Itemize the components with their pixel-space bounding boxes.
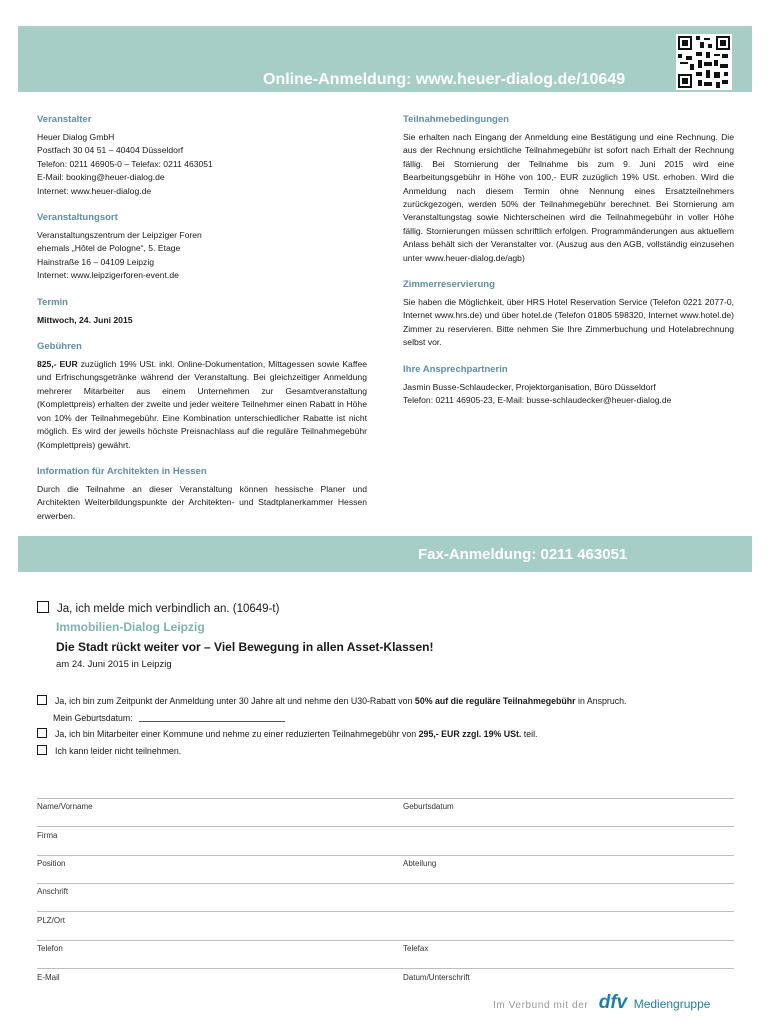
form-divider (37, 911, 734, 912)
fees-heading: Gebühren (37, 341, 82, 353)
confirm-registration-checkbox[interactable] (37, 601, 279, 615)
position-field[interactable]: Position (37, 859, 66, 868)
municipal-label: Ja, ich bin Mitarbeiter einer Kommune und nehme zu einer reduzierten Teilnahmegebühr von (55, 729, 419, 739)
company-field[interactable]: Firma (37, 831, 58, 840)
birthdate-field[interactable]: Geburtsdatum (403, 802, 454, 811)
municipal-label-end: teil. (521, 729, 538, 739)
venue-line: Hainstraße 16 – 04109 Leipzig (37, 256, 155, 267)
left-column (37, 114, 367, 537)
conditions-heading: Teilnahmebedingungen (403, 114, 509, 125)
conditions-text: Sie erhalten nach Eingang der Anmeldung eine Bestätigung und eine Rechnung. Die aus der Rechnung ersichtliche Teilnahmegebühr ist sofort nach Erhalt der Rechnung fällig. Bei Stornierung der Teilnahme bis zum 9. Juni 2015 wird eine Bearbeitungsgebühr in Höhe von 100,- EUR zuzüglich 19% USt. erhoben. Wird die Anmeldung nach diesem Termin ohne Nennung eines Ersatzteilnehmers zurückgezogen, werden 50% der Teilnahmegebühr berechnet. Bei Stornierung am Veranstaltungstag sowie Nichterscheinen wird die Teilnahmegebühr in voller Höhe fällig. Stornierungen müssen schriftlich erfolgen. Programmänderungen aus aktuellem Anlass behält sich der Veranstalter vor. (Auszug aus den AGB, vollständig einzusehen unter www.heuer-dialog.de/agb) (403, 132, 734, 263)
municipal-employee-option[interactable] (37, 728, 537, 739)
form-divider (37, 883, 734, 884)
event-series: Immobilien-Dialog Leipzig (56, 620, 205, 634)
fees-text (37, 358, 367, 452)
organizer-line: Telefon: 0211 46905-0 – Telefax: 0211 463051 (37, 158, 213, 169)
venue-line: ehemals „Hôtel de Pologne“, 5. Etage (37, 243, 181, 254)
mediengruppe-text: Mediengruppe (633, 997, 711, 1011)
contact-details[interactable]: Telefon: 0211 46905-23, E-Mail: busse-schlaudecker@heuer-dialog.de (403, 395, 672, 406)
u30-discount: 50% auf die reguläre Teilnahmegebühr (414, 696, 576, 706)
decline-label: Ich kann leider nicht teilnehmen. (55, 746, 182, 756)
address-field[interactable]: Anschrift (37, 887, 69, 896)
organizer-heading: Veranstalter (37, 114, 92, 125)
form-divider (37, 940, 734, 941)
organizer-line: Heuer Dialog GmbH (37, 132, 115, 142)
dfv-footer (493, 992, 710, 1014)
fax-field[interactable]: Telefax (403, 944, 429, 953)
venue-heading: Veranstaltungsort (37, 212, 118, 224)
organizer-email[interactable]: E-Mail: booking@heuer-dialog.de (37, 172, 165, 183)
zip-city-field[interactable]: PLZ/Ort (37, 916, 66, 925)
organizer-line: Postfach 30 04 51 – 40404 Düsseldorf (37, 145, 184, 156)
form-divider (37, 968, 734, 969)
date-signature-field[interactable]: Datum/Unterschrift (403, 973, 470, 982)
phone-field[interactable]: Telefon (37, 944, 63, 953)
contact-name: Jasmin Busse-Schlaudecker, Projektorganisation, Büro Düsseldorf (403, 381, 656, 392)
event-date: Mittwoch, 24. Juni 2015 (37, 314, 133, 325)
u30-discount-option[interactable] (37, 695, 626, 706)
checkbox-icon[interactable] (37, 745, 47, 755)
birthdate-label: Mein Geburtsdatum: (53, 713, 133, 723)
department-field[interactable]: Abteilung (403, 859, 437, 868)
decline-option[interactable] (37, 745, 181, 756)
checkbox-icon[interactable] (37, 728, 47, 738)
event-date-line: am 24. Juni 2015 in Leipzig (56, 659, 172, 670)
email-field[interactable]: E-Mail (37, 973, 60, 982)
right-column (403, 114, 734, 422)
checkbox-icon[interactable] (37, 601, 49, 613)
municipal-price: 295,- EUR zzgl. 19% USt. (418, 729, 522, 739)
confirm-registration-label: Ja, ich melde mich verbindlich an. (10649-t) (57, 603, 280, 615)
fax-registration-banner (18, 536, 752, 572)
architects-text: Durch die Teilnahme an dieser Veranstaltung können hessische Planer und Architekten Weiterbildungspunkte der Architekten- und Stadtplanerkammer Hessen erwerben. (37, 483, 367, 521)
dfv-logo: dfv (598, 992, 628, 1013)
organizer-website[interactable]: Internet: www.heuer-dialog.de (37, 185, 152, 196)
fee-details: zuzüglich 19% USt. inkl. Online-Dokumentation, Mittagessen sowie Kaffee und Erfrischungsgetränke während der Veranstaltung. Bei gleichzeitiger Anmeldung mehrerer Mitarbeiter aus einem Unternehmen zur Gesamtveranstaltung (Komplettpreis) erhalten der zweite und jeder weitere Teilnehmer einen Rabatt in Höhe von 10% der Teilnahmegebühr. Eine Kombination unterschiedlicher Rabatte ist nicht möglich. Es wird der jeweils höchste Preisnachlass auf die reguläre Teilnahmegebühr (Komplettpreis) gewährt. (37, 359, 368, 450)
fax-registration-title: Fax-Anmeldung: 0211 463051 (418, 546, 628, 563)
checkbox-icon[interactable] (37, 695, 47, 705)
venue-website[interactable]: Internet: www.leipzigerforen-event.de (37, 270, 179, 281)
online-registration-title[interactable]: Online-Anmeldung: www.heuer-dialog.de/10649 (263, 71, 626, 88)
date-heading: Termin (37, 296, 68, 308)
contact-heading: Ihre Ansprechpartnerin (403, 363, 508, 375)
qr-code-icon (676, 34, 732, 90)
event-title: Die Stadt rückt weiter vor – Viel Bewegung in allen Asset-Klassen! (56, 640, 434, 654)
form-divider (37, 798, 734, 799)
room-text: Sie haben die Möglichkeit, über HRS Hotel Reservation Service (Telefon 0221 2077-0, Internet www.hrs.de) und über hotel.de (Telefon 01805 598320, Internet www.hotel.de) Zimmer zu reservieren. Bitte nehmen Sie Ihre Zimmerbuchung und Hotelabrechnung selbst vor. (403, 297, 734, 348)
birthdate-input[interactable] (139, 712, 285, 722)
u30-label-end: in Anspruch. (575, 696, 627, 706)
name-field[interactable]: Name/Vorname (37, 802, 93, 811)
form-divider (37, 826, 734, 827)
fee-price: 825,- EUR (37, 359, 78, 370)
architects-heading: Information für Architekten in Hessen (37, 465, 207, 477)
verbund-text: Im Verbund mit der (493, 1000, 589, 1011)
u30-label: Ja, ich bin zum Zeitpunkt der Anmeldung unter 30 Jahre alt und nehme den U30-Rabatt von (55, 696, 415, 706)
room-heading: Zimmerreservierung (403, 279, 495, 291)
venue-line: Veranstaltungszentrum der Leipziger Foren (37, 230, 202, 241)
form-divider (37, 855, 734, 856)
online-registration-banner (18, 26, 752, 92)
birthdate-row (53, 712, 285, 723)
